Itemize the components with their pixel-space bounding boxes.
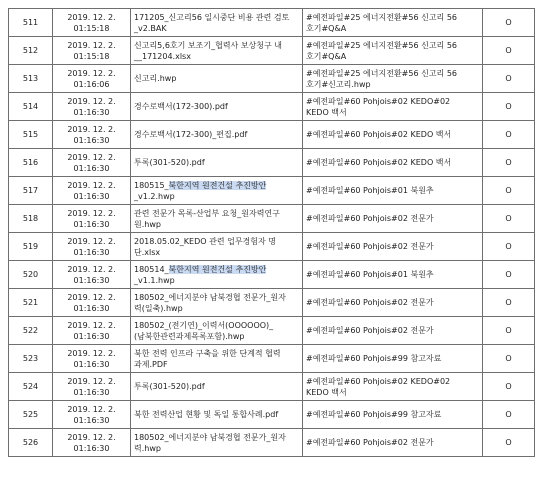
file-list-body — [9, 9, 535, 457]
row-number: 523 — [9, 345, 53, 373]
file-list-table — [8, 8, 535, 457]
text-highlight: 북한지역 원전건설 추진방안 — [168, 180, 267, 190]
timestamp-line: 2019. 12. 2. — [67, 320, 116, 330]
file-name — [131, 65, 303, 93]
file-path — [303, 177, 483, 205]
timestamp-line: 2019. 12. 2. — [67, 432, 116, 442]
table-row — [9, 149, 535, 177]
file-name-line: 투록(301-520).pdf — [134, 158, 205, 167]
row-number: 511 — [9, 9, 53, 37]
file-name-line: 투록(301-520).pdf — [134, 382, 205, 391]
file-path — [303, 149, 483, 177]
file-name-line: 경수로백서(172-300).pdf — [134, 102, 228, 111]
file-name-line: 단.xlsx — [134, 247, 161, 257]
row-timestamp — [53, 401, 131, 429]
timestamp-line: 01:15:18 — [73, 51, 110, 61]
row-flag: O — [483, 317, 535, 345]
row-number: 516 — [9, 149, 53, 177]
file-name — [131, 401, 303, 429]
row-number: 522 — [9, 317, 53, 345]
file-path-line: #예전파일#60 Pohjois#02 전문가 — [306, 214, 434, 223]
row-flag: O — [483, 205, 535, 233]
table-row — [9, 401, 535, 429]
row-timestamp — [53, 149, 131, 177]
timestamp-line: 2019. 12. 2. — [67, 124, 116, 134]
file-path-line: #예전파일#60 Pohjois#02 KEDO 백서 — [306, 130, 452, 139]
file-name-line: 원.hwp — [134, 219, 161, 229]
file-name-line: __171204.xlsx — [134, 51, 191, 61]
row-number: 515 — [9, 121, 53, 149]
file-name-line: _v1.2.hwp — [134, 191, 175, 201]
file-path-line: 호기#신고리.hwp — [306, 79, 371, 89]
row-flag: O — [483, 93, 535, 121]
file-path — [303, 9, 483, 37]
file-path-line: #예전파일#60 Pohjois#02 KEDO#02 — [306, 376, 451, 386]
table-row — [9, 205, 535, 233]
file-name-line: 신고리5,6호기 보조기_협력사 보상청구 내 — [134, 40, 282, 50]
timestamp-line: 2019. 12. 2. — [67, 152, 116, 162]
file-name-line: (남북한관련과제목록포함).hwp — [134, 331, 245, 341]
timestamp-line: 01:16:30 — [73, 219, 110, 229]
row-number: 524 — [9, 373, 53, 401]
file-path — [303, 261, 483, 289]
file-name — [131, 121, 303, 149]
timestamp-line: 01:16:30 — [73, 247, 110, 257]
file-path-line: #예전파일#60 Pohjois#99 참고자료 — [306, 354, 442, 363]
timestamp-line: 01:16:30 — [73, 275, 110, 285]
timestamp-line: 2019. 12. 2. — [67, 236, 116, 246]
row-flag: O — [483, 261, 535, 289]
row-timestamp — [53, 261, 131, 289]
row-timestamp — [53, 177, 131, 205]
row-flag: O — [483, 289, 535, 317]
file-path — [303, 233, 483, 261]
timestamp-line: 01:16:30 — [73, 191, 110, 201]
table-row — [9, 373, 535, 401]
timestamp-line: 2019. 12. 2. — [67, 264, 116, 274]
file-path-line: #예전파일#60 Pohjois#01 북원추 — [306, 270, 434, 279]
file-name-line: 북한 전력산업 현황 및 독일 통합사례.pdf — [134, 410, 279, 419]
row-number: 519 — [9, 233, 53, 261]
file-name-line: 180515_북한지역 원전건설 추진방안 — [134, 180, 267, 190]
file-path-line: #예전파일#60 Pohjois#02 전문가 — [306, 326, 434, 335]
file-path-line: KEDO 백서 — [306, 107, 347, 117]
row-flag: O — [483, 373, 535, 401]
row-flag: O — [483, 65, 535, 93]
file-path-line: #예전파일#60 Pohjois#02 전문가 — [306, 438, 434, 447]
file-name-line: 과제.PDF — [134, 359, 168, 369]
row-number: 513 — [9, 65, 53, 93]
file-path-line: #예전파일#60 Pohjois#02 KEDO#02 — [306, 96, 451, 106]
row-timestamp — [53, 93, 131, 121]
timestamp-line: 2019. 12. 2. — [67, 348, 116, 358]
file-name-line: 신고리.hwp — [134, 74, 177, 83]
file-name — [131, 233, 303, 261]
row-flag: O — [483, 345, 535, 373]
timestamp-line: 2019. 12. 2. — [67, 404, 116, 414]
file-name — [131, 289, 303, 317]
table-row — [9, 317, 535, 345]
file-name-line: 경수로백서(172-300)_편집.pdf — [134, 130, 248, 139]
timestamp-line: 01:16:30 — [73, 387, 110, 397]
file-path-line: 호기#Q&A — [306, 23, 347, 33]
file-name-line: 180502_(전기연)_이력서(OOOOOO)_ — [134, 320, 274, 330]
timestamp-line: 01:16:30 — [73, 303, 110, 313]
row-flag: O — [483, 429, 535, 457]
row-flag: O — [483, 9, 535, 37]
row-timestamp — [53, 9, 131, 37]
file-path-line: #예전파일#60 Pohjois#01 북원추 — [306, 186, 434, 195]
file-name-line: _v1.1.hwp — [134, 275, 175, 285]
file-path — [303, 93, 483, 121]
row-number: 520 — [9, 261, 53, 289]
file-path — [303, 401, 483, 429]
file-path — [303, 317, 483, 345]
file-name — [131, 429, 303, 457]
file-path — [303, 205, 483, 233]
row-timestamp — [53, 65, 131, 93]
row-flag: O — [483, 233, 535, 261]
timestamp-line: 01:16:30 — [73, 107, 110, 117]
table-row — [9, 289, 535, 317]
file-name-line: 력.hwp — [134, 443, 161, 453]
file-path-line: KEDO 백서 — [306, 387, 347, 397]
row-flag: O — [483, 37, 535, 65]
file-name-line: 력(일축).hwp — [134, 303, 183, 313]
row-timestamp — [53, 205, 131, 233]
table-row — [9, 233, 535, 261]
file-name-line: 북한 전력 인프라 구축을 위한 단계적 협력 — [134, 348, 281, 358]
file-name — [131, 149, 303, 177]
row-timestamp — [53, 429, 131, 457]
file-name — [131, 37, 303, 65]
file-name — [131, 345, 303, 373]
text-highlight: 북한지역 원전건설 추진방안 — [168, 264, 267, 274]
file-name — [131, 9, 303, 37]
table-row — [9, 9, 535, 37]
timestamp-line: 2019. 12. 2. — [67, 40, 116, 50]
file-path — [303, 429, 483, 457]
file-name — [131, 205, 303, 233]
file-name — [131, 317, 303, 345]
file-path — [303, 373, 483, 401]
file-name-line: 180502_에너지분야 남북경협 전문가_원자 — [134, 292, 286, 302]
row-timestamp — [53, 317, 131, 345]
file-path-line: #예전파일#25 에너지전환#56 신고리 56 — [306, 68, 458, 78]
timestamp-line: 2019. 12. 2. — [67, 292, 116, 302]
timestamp-line: 01:16:30 — [73, 135, 110, 145]
timestamp-line: 01:16:30 — [73, 359, 110, 369]
table-row — [9, 65, 535, 93]
row-timestamp — [53, 37, 131, 65]
file-path-line: #예전파일#60 Pohjois#02 전문가 — [306, 298, 434, 307]
row-timestamp — [53, 289, 131, 317]
row-number: 514 — [9, 93, 53, 121]
table-row — [9, 261, 535, 289]
row-timestamp — [53, 345, 131, 373]
row-number: 526 — [9, 429, 53, 457]
file-path — [303, 65, 483, 93]
timestamp-line: 2019. 12. 2. — [67, 12, 116, 22]
file-path — [303, 345, 483, 373]
file-name-line: _v2.BAK — [134, 23, 167, 33]
file-path — [303, 121, 483, 149]
timestamp-line: 01:16:30 — [73, 331, 110, 341]
file-path-line: #예전파일#25 에너지전환#56 신고리 56 — [306, 12, 458, 22]
file-name — [131, 93, 303, 121]
row-number: 521 — [9, 289, 53, 317]
file-name-line: 2018.05.02_KEDO 관련 업무경험자 명 — [134, 236, 277, 246]
file-name — [131, 261, 303, 289]
timestamp-line: 01:16:30 — [73, 415, 110, 425]
timestamp-line: 2019. 12. 2. — [67, 376, 116, 386]
row-timestamp — [53, 233, 131, 261]
row-timestamp — [53, 373, 131, 401]
timestamp-line: 2019. 12. 2. — [67, 68, 116, 78]
row-number: 512 — [9, 37, 53, 65]
file-name-line: 171205_신고리56 일시중단 비용 관련 검토 — [134, 12, 290, 22]
file-name — [131, 373, 303, 401]
file-path-line: #예전파일#25 에너지전환#56 신고리 56 — [306, 40, 458, 50]
timestamp-line: 2019. 12. 2. — [67, 96, 116, 106]
table-row — [9, 93, 535, 121]
file-name — [131, 177, 303, 205]
row-number: 525 — [9, 401, 53, 429]
timestamp-line: 01:15:18 — [73, 23, 110, 33]
row-number: 517 — [9, 177, 53, 205]
row-number: 518 — [9, 205, 53, 233]
table-row — [9, 345, 535, 373]
file-path-line: #예전파일#60 Pohjois#02 전문가 — [306, 242, 434, 251]
file-path — [303, 289, 483, 317]
table-row — [9, 121, 535, 149]
file-path-line: 호기#Q&A — [306, 51, 347, 61]
row-flag: O — [483, 149, 535, 177]
timestamp-line: 01:16:30 — [73, 443, 110, 453]
table-row — [9, 429, 535, 457]
timestamp-line: 2019. 12. 2. — [67, 180, 116, 190]
file-name-line: 관련 전문가 목록-산업부 요청_원자력연구 — [134, 208, 280, 218]
row-flag: O — [483, 177, 535, 205]
file-name-line: 180502_에너지분야 남북경협 전문가_원자 — [134, 432, 286, 442]
row-flag: O — [483, 121, 535, 149]
file-path — [303, 37, 483, 65]
timestamp-line: 2019. 12. 2. — [67, 208, 116, 218]
timestamp-line: 01:16:30 — [73, 163, 110, 173]
table-row — [9, 37, 535, 65]
file-path-line: #예전파일#60 Pohjois#99 참고자료 — [306, 410, 442, 419]
file-path-line: #예전파일#60 Pohjois#02 KEDO 백서 — [306, 158, 452, 167]
row-timestamp — [53, 121, 131, 149]
file-name-line: 180514_북한지역 원전건설 추진방안 — [134, 264, 267, 274]
table-row — [9, 177, 535, 205]
timestamp-line: 01:16:06 — [73, 79, 110, 89]
row-flag: O — [483, 401, 535, 429]
